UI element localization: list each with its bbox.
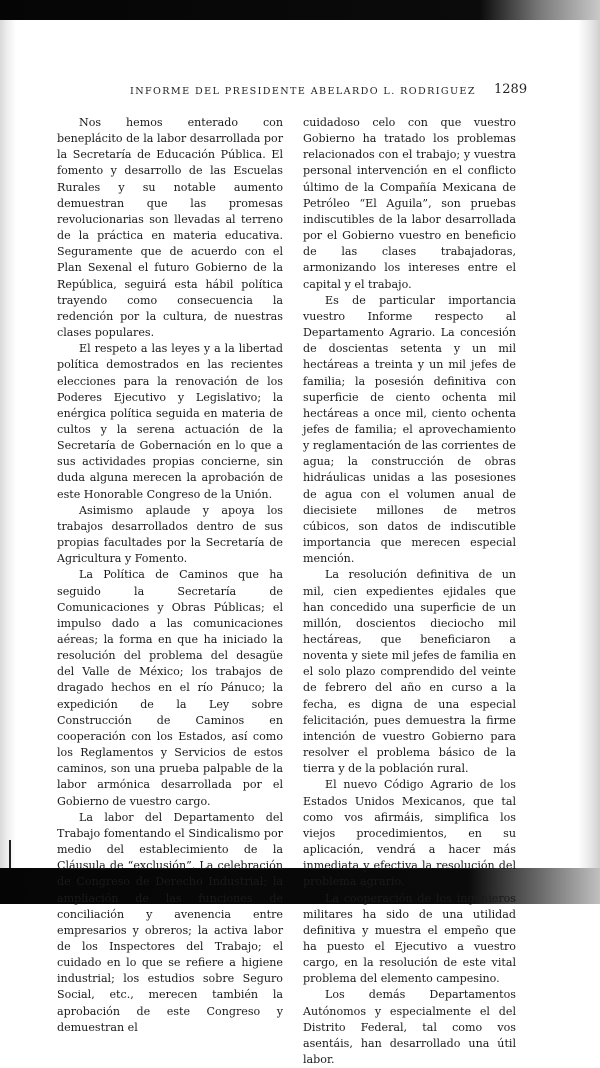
paragraph: Asimismo aplaude y apoya los trabajos desarrollados dentro de sus propias facultades por la Secretaría de Agricultura y Fomento.: [57, 503, 283, 566]
paragraph: La cooperación de los ingenieros militares ha sido de una utilidad definitiva y muestra el empeño que ha puesto el Ejecutivo a vuestro cargo, en la resolución de este vital problema del elemento campesino.: [303, 891, 516, 986]
paragraph: La resolución definitiva de un mil, cien expedientes ejidales que han concedido una superficie de un millón, doscientos dieciocho mil hectáreas, que beneficiaron a noventa y siete mil jefes de familia en el solo plazo comprendido del veinte de febrero del año en curso a la fecha, es digna de una especial felicitación, pues demuestra la firme intención de vuestro Gobierno para resolver el problema básico de la tierra y de la población rural.: [303, 568, 516, 776]
paragraph: El nuevo Código Agrario de los Estados Unidos Mexicanos, que tal como vos afirmáis, simplifica los viejos procedimientos, en su aplicación, vendrá a hacer más inmediata y efectiva la resolución del problema agrario.: [303, 778, 516, 889]
paragraph: cuidadoso celo con que vuestro Gobierno ha tratado los problemas relacionados con el trabajo; y vuestra personal intervención en el conflicto último de la Compañía Mexicana de Petróleo “El Aguila”, son pruebas indiscutibles de la labor desarrollada por el Gobierno vuestro en beneficio de las clases trabajadoras, armonizando los intereses entre el capital y el trabajo.: [303, 116, 516, 291]
paragraph: Nos hemos enterado con beneplácito de la labor desarrollada por la Secretaría de Educación Pública. El fomento y desarrollo de las Escuelas Rurales y su notable aumento demuestran que las promesas revolucionarias son llevadas al terreno de la práctica en materia educativa. Seguramente que de acuerdo con el Plan Sexenal el futuro Gobierno de la República, seguirá esta hábil política trayendo como consecuencia la redención por la cultura, de nuestras clases populares.: [57, 116, 284, 340]
paragraph: La Política de Caminos que ha seguido la Secretaría de Comunicaciones y Obras Públicas; el impulso dado a las comunicaciones aéreas; la forma en que ha iniciado la resolución del problema del desagüe del Valle de México; los trabajos de dragado hechos en el río Pánuco; la expedición de la Ley sobre Construcción de Caminos en cooperación con los Estados, así como los Reglamentos y Servicios de estos caminos, son una prueba palpable de la labor armónica desarrollada por el Gobierno de vuestro cargo.: [57, 568, 283, 808]
page-number: 1289: [494, 82, 528, 97]
right-text-column: [303, 115, 516, 1068]
running-header-title: INFORME DEL PRESIDENTE ABELARDO L. RODRIGUEZ: [130, 86, 476, 97]
scan-binding-mark: [9, 840, 11, 868]
paragraph: El respeto a las leyes y a la libertad política demostrados en las recientes elecciones para la renovación de los Poderes Ejecutivo y Legislativo; la enérgica política seguida en materia de cultos y la serena actuación de la Secretaría de Gobernación en lo que a sus actividades propias concierne, sin duda alguna merecen la aprobación de este Honorable Congreso de la Unión.: [57, 342, 283, 501]
scan-left-margin: [0, 20, 16, 868]
scan-right-margin: [578, 20, 600, 868]
paragraph: La labor del Departamento del Trabajo fomentando el Sindicalismo por medio del establecimiento de la Cláusula de “exclusión”. La celebración de Congreso de Derecho Industrial; la ampliación de las funciones de conciliación y avenencia entre empresarios y obreros; la activa labor de los Inspectores del Trabajo; el cuidado en lo que se refiere a higiene industrial; los estudios sobre Seguro Social, etc., merecen también la aprobación de este Congreso y demuestran el: [57, 810, 283, 1034]
paragraph: Es de particular importancia vuestro Informe respecto al Departamento Agrario. La concesión de doscientas setenta y un mil hectáreas a treinta y un mil jefes de familia; la posesión definitiva con superficie de ciento ochenta mil hectáreas a once mil, ciento ochenta jefes de familia; el aprovechamiento y reglamentación de las corrientes de agua; la construcción de obras hidráulicas unidas a las posesiones de agua con el volumen anual de diecisiete millones de metros cúbicos, son datos de indiscutible importancia que merecen especial mención.: [303, 293, 516, 566]
left-text-column: [57, 115, 283, 1036]
paragraph: Los demás Departamentos Autónomos y especialmente el del Distrito Federal, tal como vos asentáis, han desarrollado una útil labor.: [303, 988, 516, 1067]
scan-top-border: [0, 0, 600, 20]
